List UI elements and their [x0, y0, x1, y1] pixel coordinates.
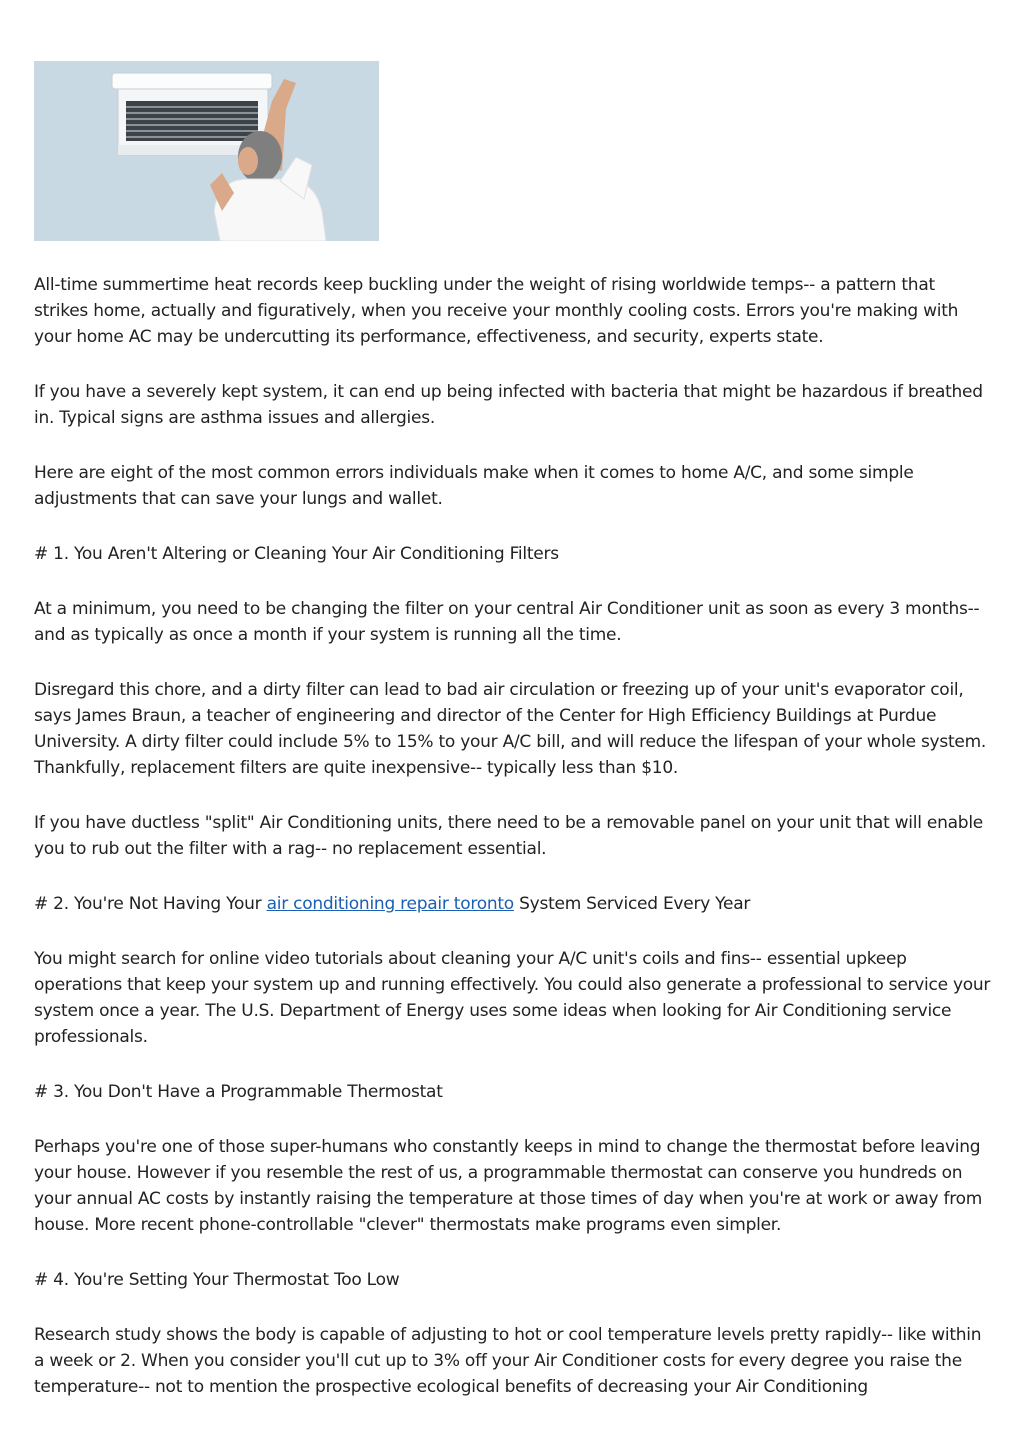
heading-2 — [34, 891, 994, 917]
paragraph-filter-minimum: At a minimum, you need to be changing the filter on your central Air Conditioner unit as soon as every 3 months-- and as typically as once a month if your system is running all the time. — [34, 599, 980, 645]
paragraph-dirty-filter: Disregard this chore, and a dirty filter can lead to bad air circulation or freezing up of your unit's evaporator coil, says James Braun, a teacher of engineering and director of the Center for High Efficiency Buildings at Purdue University. A dirty filter could include 5% to 15% to your A/C bill, and will reduce the lifespan of your whole system. Thankfully, replacement filters are quite inexpensive-- typically less than $10. — [34, 680, 987, 778]
heading-2-prefix: # 2. You're Not Having Your — [34, 894, 267, 914]
article-body — [34, 272, 994, 1429]
ac-repair-toronto-link[interactable]: air conditioning repair toronto — [266, 894, 514, 914]
paragraph-intro: All-time summertime heat records keep buckling under the weight of rising worldwide temps-- a pattern that strikes home, actually and figuratively, when you receive your monthly cooling costs. Errors you're making with your home AC may be undercutting its performance, effectiveness, and security, experts state. — [34, 275, 959, 347]
heading-4: # 4. You're Setting Your Thermostat Too Low — [34, 1270, 400, 1290]
heading-2-suffix: System Serviced Every Year — [513, 894, 751, 914]
hero-image-ac-technician — [34, 61, 379, 241]
paragraph-bacteria: If you have a severely kept system, it can end up being infected with bacteria that might be hazardous if breathed in. Typical signs are asthma issues and allergies. — [34, 382, 983, 428]
heading-3: # 3. You Don't Have a Programmable Thermostat — [34, 1082, 443, 1102]
ac-technician-illustration — [34, 61, 379, 241]
heading-1: # 1. You Aren't Altering or Cleaning Your Air Conditioning Filters — [34, 544, 559, 564]
paragraph-programmable: Perhaps you're one of those super-humans who constantly keeps in mind to change the thermostat before leaving your house. However if you resemble the rest of us, a programmable thermostat can conserve you hundreds on your annual AC costs by instantly raising the temperature at those times of day when you're at work or away from house. More recent phone-controllable "clever" thermostats make programs even simpler. — [34, 1137, 983, 1235]
paragraph-ductless: If you have ductless "split" Air Conditioning units, there need to be a removable panel on your unit that will enable you to rub out the filter with a rag-- no replacement essential. — [34, 813, 983, 859]
paragraph-eight-errors: Here are eight of the most common errors individuals make when it comes to home A/C, and some simple adjustments that can save your lungs and wallet. — [34, 463, 914, 509]
paragraph-tutorials: You might search for online video tutorials about cleaning your A/C unit's coils and fins-- essential upkeep operations that keep your system up and running effectively. You could also generate a professional to service your system once a year. The U.S. Department of Energy uses some ideas when looking for Air Conditioning service professionals. — [34, 949, 991, 1047]
paragraph-research: Research study shows the body is capable of adjusting to hot or cool temperature levels pretty rapidly-- like within a week or 2. When you consider you'll cut up to 3% off your Air Conditioner costs for every degree you raise the temperature-- not to mention the prospective ecological benefits of decreasing your Air Conditioning — [34, 1325, 982, 1397]
